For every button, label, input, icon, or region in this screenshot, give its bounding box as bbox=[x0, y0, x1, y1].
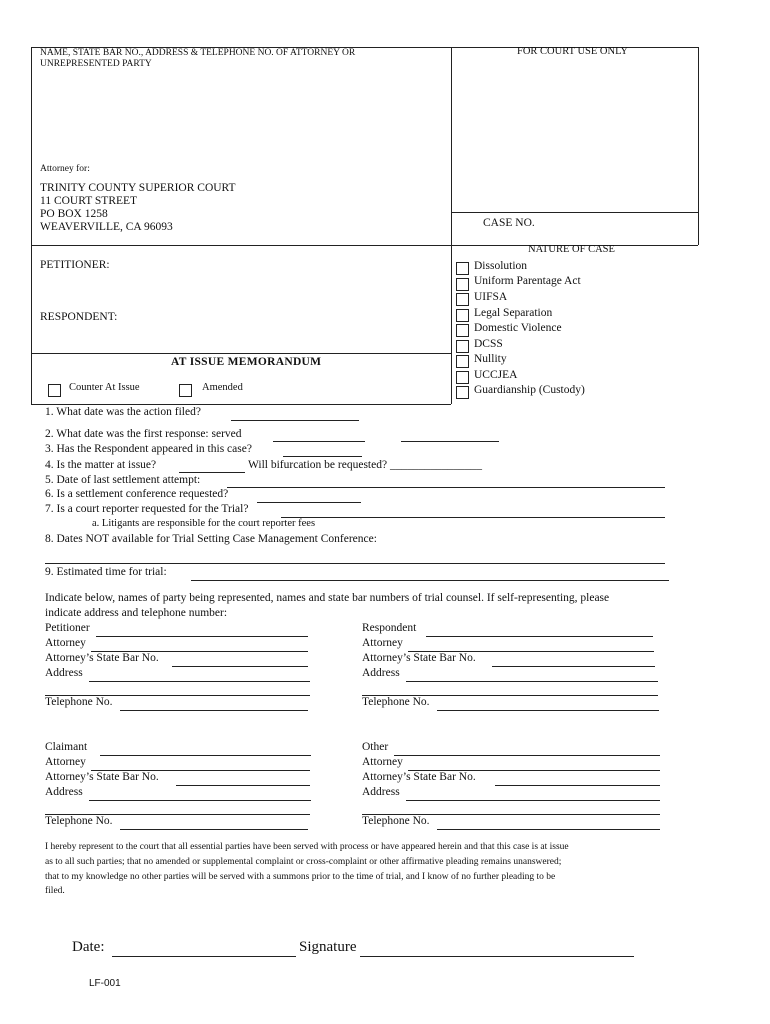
petitioner-party-label: Petitioner bbox=[45, 622, 90, 634]
estimated-time-field[interactable] bbox=[191, 580, 669, 581]
dcss-checkbox[interactable] bbox=[456, 340, 469, 353]
question-2: 2. What date was the first response: served bbox=[45, 428, 242, 440]
question-6: 6. Is a settlement conference requested? bbox=[45, 488, 229, 500]
dissolution-checkbox[interactable] bbox=[456, 262, 469, 275]
uifsa-checkbox[interactable] bbox=[456, 293, 469, 306]
claimant-address-label: Address bbox=[45, 786, 83, 798]
amended-label: Amended bbox=[202, 382, 243, 393]
question-5: 5. Date of last settlement attempt: bbox=[45, 474, 201, 486]
dissolution-label: Dissolution bbox=[474, 260, 528, 272]
guardianship-label: Guardianship (Custody) bbox=[474, 384, 585, 396]
petitioner-bar-label: Attorney’s State Bar No. bbox=[45, 652, 159, 664]
respondent-label: RESPONDENT: bbox=[40, 311, 118, 323]
attorney-label-line2: UNREPRESENTED PARTY bbox=[40, 59, 152, 69]
response-date-field[interactable] bbox=[401, 441, 499, 442]
settlement-conference-field[interactable] bbox=[257, 502, 361, 503]
other-bar-field[interactable] bbox=[495, 785, 660, 786]
question-9: 9. Estimated time for trial: bbox=[45, 566, 167, 578]
other-telephone-field[interactable] bbox=[437, 829, 660, 830]
court-pobox: PO BOX 1258 bbox=[40, 208, 108, 220]
dcss-label: DCSS bbox=[474, 338, 503, 350]
question-7: 7. Is a court reporter requested for the Trial? bbox=[45, 503, 249, 515]
other-address-field[interactable] bbox=[406, 800, 660, 801]
parentage-label: Uniform Parentage Act bbox=[474, 275, 581, 287]
court-use-label: FOR COURT USE ONLY bbox=[517, 46, 629, 57]
respondent-address-field[interactable] bbox=[406, 681, 658, 682]
court-city: WEAVERVILLE, CA 96093 bbox=[40, 221, 173, 233]
question-7a: a. Litigants are responsible for the court reporter fees bbox=[92, 518, 316, 529]
guardianship-checkbox[interactable] bbox=[456, 386, 469, 399]
domestic-violence-label: Domestic Violence bbox=[474, 322, 562, 334]
served-date-field[interactable] bbox=[273, 441, 365, 442]
parties-intro: Indicate below, names of party being represented, names and state bar numbers of trial counsel. If self-representing, please bbox=[45, 592, 610, 604]
question-4-bifurcation: Will bifurcation be requested? ________________ bbox=[248, 459, 482, 471]
legal-separation-checkbox[interactable] bbox=[456, 309, 469, 322]
court-street: 11 COURT STREET bbox=[40, 195, 138, 207]
respondent-appeared-field[interactable] bbox=[283, 456, 362, 457]
petitioner-telephone-label: Telephone No. bbox=[45, 696, 113, 708]
other-telephone-label: Telephone No. bbox=[362, 815, 430, 827]
parentage-checkbox[interactable] bbox=[456, 278, 469, 291]
respondent-party-label: Respondent bbox=[362, 622, 417, 634]
nullity-checkbox[interactable] bbox=[456, 355, 469, 368]
petitioner-address-field[interactable] bbox=[89, 681, 310, 682]
counter-at-issue-label: Counter At Issue bbox=[69, 382, 140, 393]
petitioner-attorney-label: Attorney bbox=[45, 637, 86, 649]
declaration-line-1: I hereby represent to the court that all essential parties have been served with process or have appeared herein and that this case is at issue bbox=[45, 842, 569, 852]
declaration-line-3: that to my knowledge no other parties will be served with a summons prior to the time of trial, and I know of no further pleading to be bbox=[45, 872, 556, 882]
petitioner-label: PETITIONER: bbox=[40, 259, 110, 271]
form-number: LF-001 bbox=[89, 978, 121, 989]
claimant-field[interactable] bbox=[100, 755, 311, 756]
other-address-label: Address bbox=[362, 786, 400, 798]
claimant-address-field[interactable] bbox=[89, 800, 311, 801]
petitioner-telephone-field[interactable] bbox=[120, 710, 308, 711]
petitioner-field[interactable] bbox=[96, 636, 308, 637]
nature-of-case-title: NATURE OF CASE bbox=[528, 244, 615, 255]
signature-field[interactable] bbox=[360, 956, 634, 957]
claimant-label: Claimant bbox=[45, 741, 88, 753]
other-label: Other bbox=[362, 741, 389, 753]
court-reporter-field[interactable] bbox=[281, 517, 665, 518]
question-8: 8. Dates NOT available for Trial Setting Case Management Conference: bbox=[45, 533, 377, 545]
respondent-bar-label: Attorney’s State Bar No. bbox=[362, 652, 476, 664]
claimant-bar-field[interactable] bbox=[176, 785, 310, 786]
date-field[interactable] bbox=[112, 956, 296, 957]
amended-checkbox[interactable] bbox=[179, 384, 192, 397]
uccjea-label: UCCJEA bbox=[474, 369, 518, 381]
form-title: AT ISSUE MEMORANDUM bbox=[171, 356, 322, 368]
other-bar-label: Attorney’s State Bar No. bbox=[362, 771, 476, 783]
attorney-label: NAME, STATE BAR NO., ADDRESS & TELEPHONE NO. OF ATTORNEY OR bbox=[40, 48, 356, 58]
respondent-field[interactable] bbox=[426, 636, 653, 637]
parties-intro-line2: indicate address and telephone number: bbox=[45, 607, 228, 619]
domestic-violence-checkbox[interactable] bbox=[456, 324, 469, 337]
legal-separation-label: Legal Separation bbox=[474, 307, 553, 319]
declaration-line-4: filed. bbox=[45, 886, 65, 896]
question-3: 3. Has the Respondent appeared in this case? bbox=[45, 443, 252, 455]
question-1: 1. What date was the action filed? bbox=[45, 406, 201, 418]
counter-at-issue-checkbox[interactable] bbox=[48, 384, 61, 397]
claimant-telephone-field[interactable] bbox=[120, 829, 308, 830]
claimant-bar-label: Attorney’s State Bar No. bbox=[45, 771, 159, 783]
signature-label: Signature bbox=[299, 939, 357, 955]
respondent-attorney-label: Attorney bbox=[362, 637, 403, 649]
settlement-attempt-field[interactable] bbox=[227, 487, 665, 488]
question-4: 4. Is the matter at issue? bbox=[45, 459, 157, 471]
uccjea-checkbox[interactable] bbox=[456, 371, 469, 384]
claimant-telephone-label: Telephone No. bbox=[45, 815, 113, 827]
nullity-label: Nullity bbox=[474, 353, 507, 365]
attorney-for-label: Attorney for: bbox=[40, 164, 90, 174]
uifsa-label: UIFSA bbox=[474, 291, 508, 303]
other-attorney-label: Attorney bbox=[362, 756, 403, 768]
at-issue-field[interactable] bbox=[179, 472, 245, 473]
action-filed-field[interactable] bbox=[231, 420, 359, 421]
court-name: TRINITY COUNTY SUPERIOR COURT bbox=[40, 182, 236, 194]
claimant-attorney-label: Attorney bbox=[45, 756, 86, 768]
other-field[interactable] bbox=[394, 755, 660, 756]
dates-not-available-field[interactable] bbox=[45, 563, 665, 564]
respondent-bar-field[interactable] bbox=[492, 666, 655, 667]
petitioner-address-label: Address bbox=[45, 667, 83, 679]
respondent-telephone-label: Telephone No. bbox=[362, 696, 430, 708]
respondent-address-label: Address bbox=[362, 667, 400, 679]
petitioner-bar-field[interactable] bbox=[172, 666, 308, 667]
respondent-telephone-field[interactable] bbox=[437, 710, 659, 711]
declaration-line-2: as to all such parties; that no amended or supplemental complaint or cross-complaint or other affirmative pleading remains unanswered; bbox=[45, 857, 562, 867]
case-no-label: CASE NO. bbox=[483, 217, 535, 229]
date-label: Date: bbox=[72, 939, 105, 955]
